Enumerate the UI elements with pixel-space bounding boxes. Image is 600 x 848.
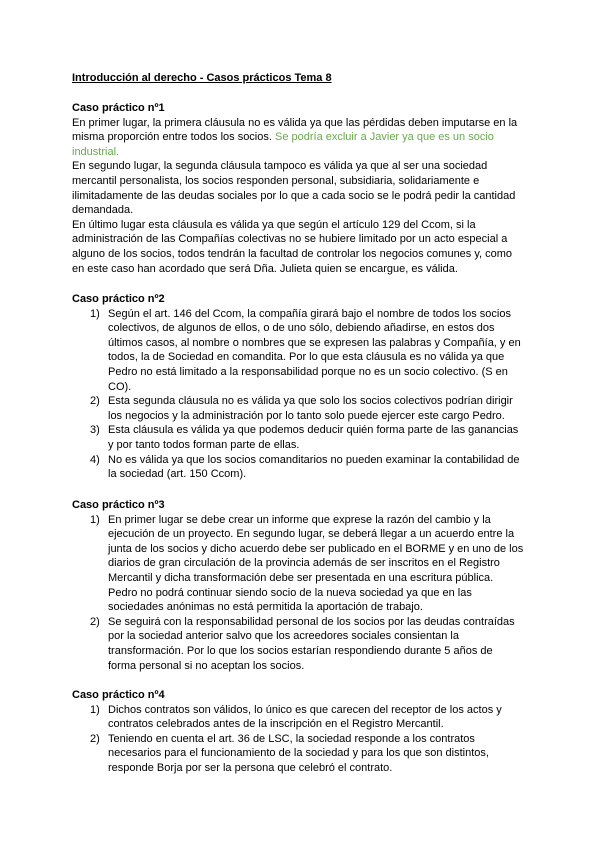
list-item-line: últimos casos, al nombre o nombres que se expresen las palabras y Compañía, y en xyxy=(108,336,521,349)
case-heading: Caso práctico nº1 xyxy=(72,102,165,114)
list-number: 4) xyxy=(90,453,100,466)
paragraph-line xyxy=(72,116,542,131)
list-item-line: Dichos contratos son válidos, lo único es que carecen del receptor de los actos y xyxy=(108,703,502,716)
list-item xyxy=(72,732,542,776)
line-text: ilimitadamente de las deudas sociales por lo que a cada socio se le podrá pedir la cantidad xyxy=(72,189,516,202)
case-2-section xyxy=(72,292,542,482)
case-heading: Caso práctico nº3 xyxy=(72,499,165,511)
list-item-line: junta de los socios y dicho acuerdo debe ser publicado en el BORME y en uno de los xyxy=(108,542,524,555)
list-item-line: sociedades anónimas no está permitida la aportación de trabajo. xyxy=(108,601,423,614)
list-item-line: forma personal si no aceptan los socios. xyxy=(108,659,305,672)
case-heading: Caso práctico nº2 xyxy=(72,293,165,305)
list-item-line: No es válida ya que los socios comanditarios no pueden examinar la contabilidad de xyxy=(108,453,520,466)
list-number: 1) xyxy=(90,703,100,716)
list-item xyxy=(72,394,542,423)
highlighted-comment: industrial. xyxy=(72,145,120,158)
case-3-section xyxy=(72,498,542,673)
line-text: en este caso han acordado que será Dña. Julieta quien se encargue, es válida. xyxy=(72,262,458,275)
list-item-line: colectivos, de algunos de ellos, o de uno sólo, debiendo añadirse, en estos dos xyxy=(108,322,495,335)
list-item xyxy=(72,307,542,395)
list-number: 1) xyxy=(90,513,100,526)
list-item-line: ejecución de un proyecto. En segundo lugar, se deberá llegar a un acuerdo entre la xyxy=(108,528,515,541)
line-text: alguno de los socios, todos tendrán la facultad de controlar los negocios comunes y, como xyxy=(72,247,513,260)
list-item-line: la sociedad (art. 150 Ccom). xyxy=(108,468,247,481)
case-heading: Caso práctico nº4 xyxy=(72,689,165,701)
line-text: administración de las Compañías colectivas no se hubiere limitado por un acto especial a xyxy=(72,233,508,246)
list-number: 3) xyxy=(90,424,100,437)
list-item-line: responde Borja por ser la persona que celebró el contrato. xyxy=(108,761,393,774)
list-item-line: Teniendo en cuenta el art. 36 de LSC, la sociedad responde a los contratos xyxy=(108,732,475,745)
paragraph-line xyxy=(72,218,542,233)
list-item-line: Se seguirá con la responsabilidad personal de los socios por las deudas contraídas xyxy=(108,615,515,628)
document-title: Introducción al derecho - Casos prácticos Tema 8 xyxy=(72,72,332,84)
paragraph-line xyxy=(72,262,542,277)
list-item-line: Esta cláusula es válida ya que podemos deducir quién forma parte de las ganancias xyxy=(108,424,519,437)
list-item-line: los negocios y la administración por lo tanto solo puede ejercer este cargo Pedro. xyxy=(108,409,505,422)
list-item xyxy=(72,423,542,452)
list-item-line: necesarios para el funcionamiento de la sociedad y para los que son distintos, xyxy=(108,747,489,760)
list-item-line: por la sociedad anterior salvo que los acreedores sociales consientan la xyxy=(108,630,459,643)
paragraph-line xyxy=(72,145,542,160)
list-item-line: todos, la de Sociedad en comandita. Por lo que esta cláusula es no válida ya que xyxy=(108,351,505,364)
paragraph-line xyxy=(72,247,542,262)
line-text: En último lugar esta cláusula es válida ya que según el artículo 129 del Ccom, si la xyxy=(72,218,476,231)
paragraph-line xyxy=(72,130,542,145)
case-4-section xyxy=(72,688,542,776)
line-text: demandada. xyxy=(72,204,134,217)
case-1-section xyxy=(72,101,542,276)
paragraph-line xyxy=(72,203,542,218)
list-item xyxy=(72,453,542,482)
paragraph-line xyxy=(72,174,542,189)
list-item-line: Esta segunda cláusula no es válida ya que solo los socios colectivos podrían dirigir xyxy=(108,395,513,408)
list-item-line: CO). xyxy=(108,380,132,393)
list-item-line: y por tanto todos forman parte de ellas. xyxy=(108,438,300,451)
list-item xyxy=(72,615,542,673)
line-text: mercantil personalista, los socios responden personal, subsidiaria, solidariamente e xyxy=(72,174,480,187)
list-number: 2) xyxy=(90,395,100,408)
list-item xyxy=(72,513,542,615)
list-number: 2) xyxy=(90,732,100,745)
paragraph-line xyxy=(72,232,542,247)
list-item-line: transformación. Por lo que los socios estarían respondiendo durante 5 años de xyxy=(108,644,493,657)
list-item-line: diarios de gran circulación de la provincia además de ser inscritos en el Registro xyxy=(108,557,500,570)
list-item-line: En primer lugar se debe crear un informe que exprese la razón del cambio y la xyxy=(108,513,491,526)
list-item-line: Mercantil y dicha transformación debe ser presentada en una escritura pública. xyxy=(108,571,494,584)
list-item-line: Pedro no está limitado a la responsabilidad porque no es un socio colectivo. (S en xyxy=(108,365,508,378)
list-number: 1) xyxy=(90,307,100,320)
paragraph-line xyxy=(72,159,542,174)
list-item-line: contratos celebrados antes de la inscripción en el Registro Mercantil. xyxy=(108,718,444,731)
highlighted-comment: Se podría excluir a Javier ya que es un socio xyxy=(274,131,494,144)
list-number: 2) xyxy=(90,615,100,628)
list-item-line: Según el art. 146 del Ccom, la compañía girará bajo el nombre de todos los socios xyxy=(108,307,511,320)
paragraph-line xyxy=(72,189,542,204)
line-text: En primer lugar, la primera cláusula no es válida ya que las pérdidas deben imputarse en la xyxy=(72,116,518,129)
line-text: misma proporción entre todos los socios. xyxy=(72,131,275,144)
list-item-line: Pedro no podrá continuar siendo socio de la nueva sociedad ya que en las xyxy=(108,586,472,599)
list-item xyxy=(72,703,542,732)
line-text: En segundo lugar, la segunda cláusula tampoco es válida ya que al ser una sociedad xyxy=(72,160,488,173)
